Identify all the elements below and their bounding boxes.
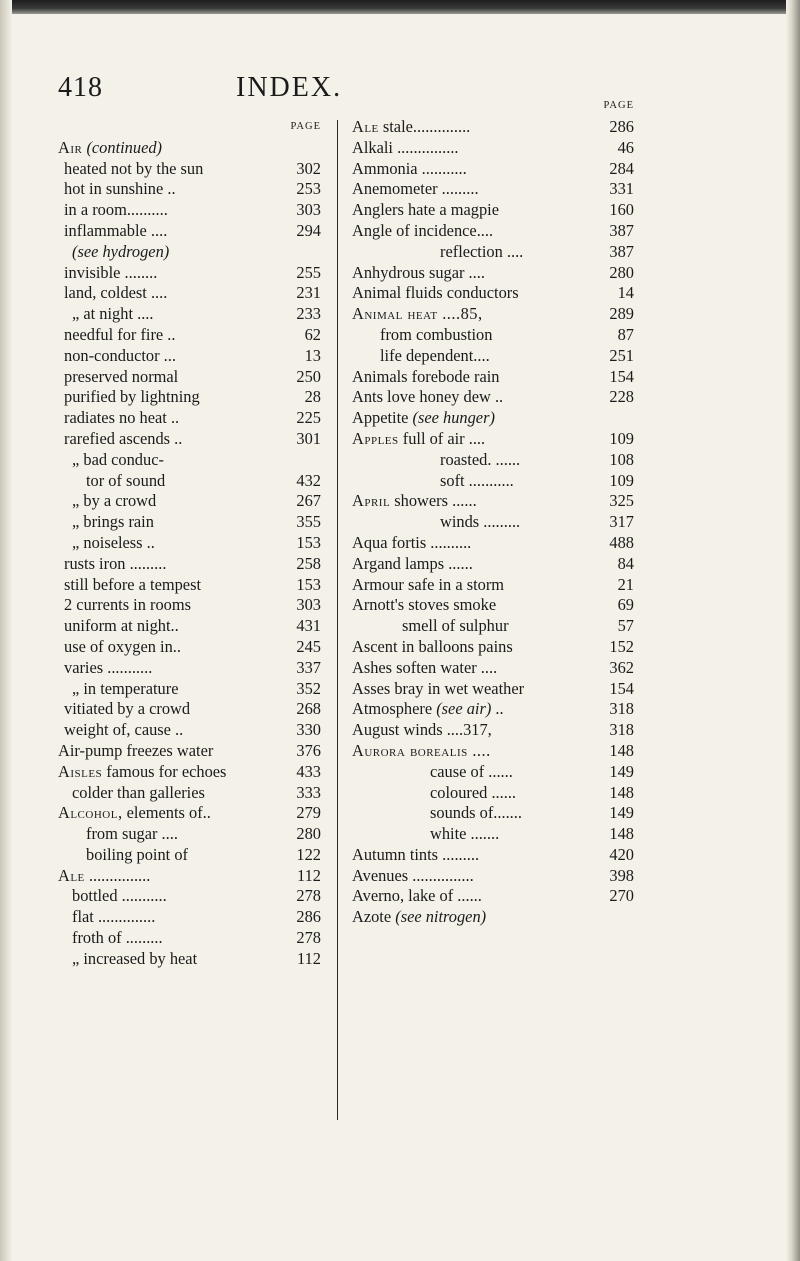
entry-page-number: 152: [609, 636, 634, 656]
entry-text: Armour safe in a storm: [352, 574, 505, 594]
index-entry: [352, 450, 634, 471]
index-entry: [58, 346, 321, 367]
index-entry: [58, 741, 321, 762]
entry-page-number: 112: [297, 948, 321, 968]
index-entry: [58, 824, 321, 845]
entry-page-number: 112: [297, 865, 321, 885]
entry-text: smell of sulphur: [402, 616, 509, 636]
entry-page-number: 255: [296, 262, 321, 282]
entry-text: colder than galleries: [72, 782, 205, 802]
entry-text: Averno, lake of ......: [352, 886, 482, 906]
index-entry: [58, 616, 321, 637]
entry-text: rarefied ascends ..: [64, 428, 183, 448]
entry-page-number: 432: [296, 470, 321, 490]
index-entry: [58, 699, 321, 720]
page-title: INDEX.: [236, 72, 343, 103]
index-entry: [352, 200, 634, 221]
entry-page-number: 122: [296, 844, 321, 864]
entry-text: April showers ......: [352, 491, 477, 511]
entry-text: froth of .........: [72, 928, 163, 948]
entry-text: „ at night ....: [72, 304, 154, 324]
index-entry: [352, 429, 634, 450]
index-entry: [58, 803, 321, 824]
index-entry: [352, 845, 634, 866]
entry-text: Animal fluids conductors: [352, 283, 519, 303]
index-entry: [352, 367, 634, 388]
entry-text: radiates no heat ..: [64, 408, 180, 428]
entry-text: hot in sunshine ..: [64, 179, 176, 199]
entry-text: Ale ...............: [58, 865, 151, 885]
entry-text: Alkali ...............: [352, 137, 459, 157]
index-entry: [58, 658, 321, 679]
index-entry: [352, 533, 634, 554]
entry-text: heated not by the sun: [64, 158, 204, 178]
index-entry: [58, 283, 321, 304]
entry-text: reflection ....: [440, 241, 524, 261]
index-entry: [352, 242, 634, 263]
entry-text: „ in temperature: [72, 678, 179, 698]
entry-page-number: 270: [609, 886, 634, 906]
index-entry: [58, 595, 321, 616]
entry-page-number: 284: [609, 158, 634, 178]
index-entry: [58, 387, 321, 408]
entry-text: non-conductor ...: [64, 345, 176, 365]
entry-page-number: 289: [609, 304, 634, 324]
index-entry: [352, 159, 634, 180]
index-entry: [58, 429, 321, 450]
entry-page-number: 14: [617, 283, 634, 303]
entry-page-number: 278: [296, 928, 321, 948]
index-entry: [58, 907, 321, 928]
index-entry: [352, 679, 634, 700]
index-entry: [352, 699, 634, 720]
entry-page-number: 108: [609, 449, 634, 469]
entry-text: from combustion: [380, 324, 493, 344]
entry-text: life dependent....: [380, 345, 490, 365]
entry-text: Ammonia ...........: [352, 158, 467, 178]
index-entry: [58, 304, 321, 325]
index-entry: [58, 679, 321, 700]
entry-page-number: 69: [617, 595, 634, 615]
entry-text: Alcohol, elements of..: [58, 803, 211, 823]
index-entry: [352, 304, 634, 325]
entry-text: Anglers hate a magpie: [352, 200, 500, 220]
index-entry: [58, 200, 321, 221]
index-entry: [58, 471, 321, 492]
index-entry: [352, 762, 634, 783]
entry-text: Atmosphere (see air) ..: [352, 699, 504, 719]
entry-text: Animals forebode rain: [352, 366, 500, 386]
index-entry: [352, 263, 634, 284]
index-entry: [58, 845, 321, 866]
entry-text: Ashes soften water ....: [352, 657, 498, 677]
entry-page-number: 84: [617, 553, 634, 573]
index-entry: [352, 138, 634, 159]
index-entry: [352, 179, 634, 200]
index-entry: [352, 491, 634, 512]
entry-text: „ brings rain: [72, 512, 154, 532]
entry-page-number: 362: [609, 657, 634, 677]
entry-page-number: 154: [609, 678, 634, 698]
entry-page-number: 251: [609, 345, 634, 365]
entry-page-number: 46: [617, 137, 634, 157]
entry-page-number: 352: [296, 678, 321, 698]
index-entry: [352, 283, 634, 304]
entry-page-number: 488: [609, 532, 634, 552]
entry-text: tor of sound: [86, 470, 166, 490]
entry-text: Autumn tints .........: [352, 844, 480, 864]
entry-page-number: 57: [617, 616, 634, 636]
entry-page-number: 433: [296, 761, 321, 781]
entry-text: varies ...........: [64, 657, 153, 677]
entry-text: roasted. ......: [440, 449, 521, 469]
entry-text: Asses bray in wet weather: [352, 678, 525, 698]
entry-text: land, coldest ....: [64, 283, 168, 303]
entry-text: Aurora borealis ....: [352, 740, 491, 760]
entry-text: bottled ...........: [72, 886, 167, 906]
entry-text: purified by lightning: [64, 387, 200, 407]
entry-page-number: 109: [609, 428, 634, 448]
entry-text: use of oxygen in..: [64, 636, 181, 656]
entry-page-number: 149: [609, 803, 634, 823]
entry-text: Air (continued): [58, 137, 162, 157]
entry-page-number: 398: [609, 865, 634, 885]
index-entry: [58, 512, 321, 533]
entry-text: weight of, cause ..: [64, 720, 184, 740]
index-entry: [352, 824, 634, 845]
entry-page-number: 387: [609, 241, 634, 261]
entry-page-number: 330: [296, 720, 321, 740]
index-entry: [58, 928, 321, 949]
entry-text: Arnott's stoves smoke: [352, 595, 497, 615]
entry-text: Avenues ...............: [352, 865, 474, 885]
column-header-row: [352, 96, 634, 117]
entry-page-number: 303: [296, 200, 321, 220]
page-column-label: PAGE: [603, 100, 634, 112]
entry-page-number: 253: [296, 179, 321, 199]
index-entry: [58, 533, 321, 554]
entry-page-number: 109: [609, 470, 634, 490]
entry-page-number: 21: [617, 574, 634, 594]
column-divider: [337, 120, 338, 1120]
index-entry: [58, 762, 321, 783]
page-edge-right: [786, 0, 800, 1261]
entry-text: uniform at night..: [64, 616, 179, 636]
entry-page-number: 302: [296, 158, 321, 178]
entry-page-number: 431: [296, 616, 321, 636]
entry-page-number: 62: [304, 324, 321, 344]
index-entry: [352, 117, 634, 138]
entry-page-number: 258: [296, 553, 321, 573]
entry-page-number: 286: [609, 117, 634, 136]
entry-page-number: 279: [296, 803, 321, 823]
entry-text: flat ..............: [72, 907, 156, 927]
page-edge-left: [0, 0, 12, 1261]
entry-page-number: 278: [296, 886, 321, 906]
page-number: 418: [58, 72, 103, 103]
index-entry: [58, 783, 321, 804]
entry-page-number: 153: [296, 574, 321, 594]
entry-text: Air-pump freezes water: [58, 740, 214, 760]
entry-page-number: 318: [609, 720, 634, 740]
entry-page-number: 317: [609, 512, 634, 532]
entry-page-number: 148: [609, 782, 634, 802]
entry-page-number: 149: [609, 761, 634, 781]
index-entry: [352, 616, 634, 637]
index-entry: [352, 595, 634, 616]
entry-page-number: 303: [296, 595, 321, 615]
entry-page-number: 301: [296, 428, 321, 448]
index-entry: [58, 159, 321, 180]
index-entry: [352, 886, 634, 907]
entry-page-number: 228: [609, 387, 634, 407]
index-entry: [352, 221, 634, 242]
index-entry: [352, 907, 634, 928]
index-entry: [352, 637, 634, 658]
entry-text: rusts iron .........: [64, 553, 167, 573]
page-column-label: PAGE: [290, 121, 321, 132]
index-entry: [352, 720, 634, 741]
entry-page-number: 376: [296, 740, 321, 760]
entry-text: Anhydrous sugar ....: [352, 262, 485, 282]
entry-text: soft ...........: [440, 470, 514, 490]
index-entry: [58, 637, 321, 658]
scan-top-border: [0, 0, 800, 14]
index-entry: [58, 221, 321, 242]
entry-text: Aisles famous for echoes: [58, 761, 227, 781]
entry-page-number: 148: [609, 824, 634, 844]
entry-text: „ by a crowd: [72, 491, 157, 511]
entry-text: vitiated by a crowd: [64, 699, 191, 719]
entry-page-number: 87: [617, 324, 634, 344]
index-entry: [352, 783, 634, 804]
entry-text: Ants love honey dew ..: [352, 387, 504, 407]
index-entry: [58, 138, 321, 159]
entry-page-number: 387: [609, 220, 634, 240]
entry-text: Appetite (see hunger): [352, 408, 495, 428]
index-entry: [58, 886, 321, 907]
index-entry: [58, 949, 321, 970]
index-entry: [58, 179, 321, 200]
index-entry: [352, 803, 634, 824]
entry-text: boiling point of: [86, 844, 188, 864]
entry-page-number: 231: [296, 283, 321, 303]
entry-page-number: 28: [304, 387, 321, 407]
index-entry: [352, 741, 634, 762]
index-entry: [58, 450, 321, 471]
entry-page-number: 250: [296, 366, 321, 386]
entry-text: Anemometer .........: [352, 179, 479, 199]
entry-text: (see hydrogen): [72, 241, 170, 261]
entry-page-number: 331: [609, 179, 634, 199]
entry-page-number: 160: [609, 200, 634, 220]
index-entry: [352, 512, 634, 533]
entry-text: Aqua fortis ..........: [352, 532, 472, 552]
column-header-row: [58, 117, 321, 138]
entry-text: 2 currents in rooms: [64, 595, 192, 615]
entry-page-number: 325: [609, 491, 634, 511]
entry-page-number: 280: [296, 824, 321, 844]
entry-text: still before a tempest: [64, 574, 201, 594]
index-entry: [58, 242, 321, 263]
index-entry: [352, 866, 634, 887]
entry-text: inflammable ....: [64, 220, 168, 240]
entry-text: sounds of.......: [430, 803, 522, 823]
entry-text: cause of ......: [430, 761, 513, 781]
index-column-right: [352, 100, 634, 949]
index-entry: [58, 325, 321, 346]
entry-text: from sugar ....: [86, 824, 178, 844]
entry-page-number: 13: [304, 345, 321, 365]
index-entry: [58, 720, 321, 741]
entry-page-number: 286: [296, 907, 321, 927]
entry-page-number: 294: [296, 220, 321, 240]
entry-page-number: 267: [296, 491, 321, 511]
index-column-left: [58, 117, 321, 970]
entry-text: invisible ........: [64, 262, 158, 282]
index-entry: [58, 554, 321, 575]
entry-text: „ bad conduc-: [72, 449, 164, 469]
entry-page-number: 153: [296, 532, 321, 552]
entry-text: „ noiseless ..: [72, 532, 155, 552]
entry-text: needful for fire ..: [64, 324, 176, 344]
entry-page-number: 355: [296, 512, 321, 532]
entry-text: Animal heat ....85,: [352, 304, 483, 324]
entry-page-number: 318: [609, 699, 634, 719]
index-entry: [352, 658, 634, 679]
entry-page-number: 268: [296, 699, 321, 719]
index-entry: [58, 367, 321, 388]
entry-text: coloured ......: [430, 782, 517, 802]
entry-text: Ale stale..............: [352, 117, 471, 136]
entry-text: „ increased by heat: [72, 948, 198, 968]
entry-text: Angle of incidence....: [352, 220, 494, 240]
index-entry: [352, 575, 634, 596]
entry-text: winds .........: [440, 512, 521, 532]
index-entry: [352, 346, 634, 367]
index-entry: [58, 491, 321, 512]
entry-page-number: 233: [296, 304, 321, 324]
entry-text: Azote (see nitrogen): [352, 907, 487, 927]
entry-text: white .......: [430, 824, 500, 844]
index-entry: [58, 263, 321, 284]
index-entry: [352, 408, 634, 429]
index-entry: [352, 471, 634, 492]
entry-text: Apples full of air ....: [352, 428, 486, 448]
entry-text: Argand lamps ......: [352, 553, 473, 573]
entry-page-number: 154: [609, 366, 634, 386]
index-entry: [352, 387, 634, 408]
entry-page-number: 420: [609, 844, 634, 864]
index-entry: [352, 554, 634, 575]
entry-page-number: 333: [296, 782, 321, 802]
index-entry: [58, 575, 321, 596]
index-entry: [58, 408, 321, 429]
entry-page-number: 337: [296, 657, 321, 677]
entry-page-number: 245: [296, 636, 321, 656]
entry-page-number: 225: [296, 408, 321, 428]
entry-text: Ascent in balloons pains: [352, 636, 513, 656]
index-entry: [58, 866, 321, 887]
entry-text: August winds ....317,: [352, 720, 492, 740]
entry-page-number: 280: [609, 262, 634, 282]
entry-text: preserved normal: [64, 366, 179, 386]
index-entry: [352, 325, 634, 346]
entry-text: in a room..........: [64, 200, 168, 220]
entry-page-number: 148: [609, 740, 634, 760]
